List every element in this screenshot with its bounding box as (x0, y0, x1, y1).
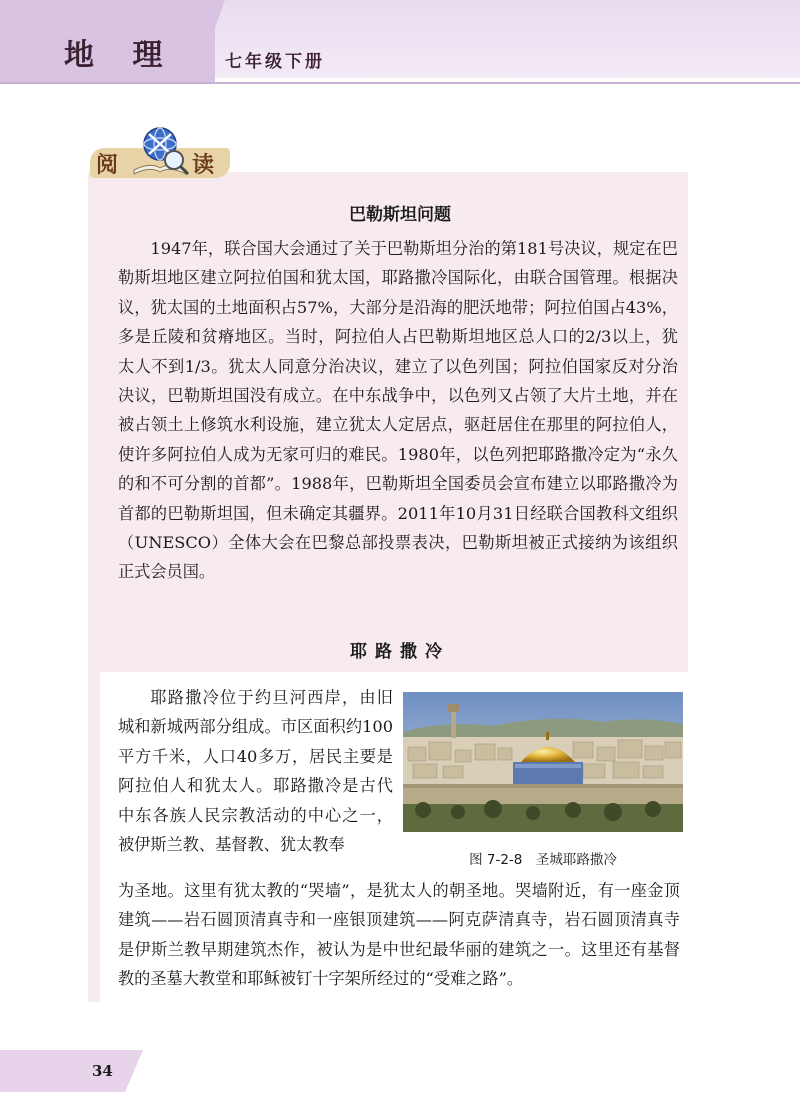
subject-title: 地 理 (64, 38, 177, 73)
volume-label: 七年级下册 (225, 52, 325, 72)
reading-box-margin (88, 672, 100, 1002)
section-title-jerusalem: 耶路撒冷 (350, 642, 450, 662)
jerusalem-full-text: 为圣地。这里有犹太教的“哭墙”，是犹太人的朝圣地。哭墙附近，有一座金顶建筑——岩石圆顶清真寺和一座银顶建筑——阿克萨清真寺，岩石圆顶清真寺是伊斯兰教早期建筑杰作，被认为是中世纪最华丽的建筑之一。这里还有基督教的圣墓大教堂和耶稣被钉十字架所经过的“受难之路”。 (118, 881, 680, 989)
jerusalem-photo (403, 692, 683, 832)
jerusalem-side-paragraph (118, 683, 393, 859)
page-number: 34 (92, 1062, 113, 1080)
jerusalem-side-text: 耶路撒冷位于约旦河西岸，由旧城和新城两部分组成。市区面积约100平方千米，人口40多万，居民主要是阿拉伯人和犹太人。耶路撒冷是古代中东各族人民宗教活动的中心之一，被伊斯兰教、基督教、犹太教奉 (118, 688, 393, 855)
header-divider (0, 82, 800, 84)
badge-left-char: 阅 (96, 153, 119, 178)
figure-caption: 图 7-2-8 圣城耶路撒冷 (469, 852, 617, 868)
page-header (0, 0, 800, 98)
palestine-text: 1947年，联合国大会通过了关于巴勒斯坦分治的第181号决议，规定在巴勒斯坦地区建立阿拉伯国和犹太国，耶路撒冷国际化，由联合国管理。根据决议，犹太国的土地面积占57%，大部分是沿海的肥沃地带；阿拉伯国占43%，多是丘陵和贫瘠地区。当时，阿拉伯人占巴勒斯坦地区总人口的2/3以上，犹太人不到1/3。犹太人同意分治决议，建立了以色列国；阿拉伯国家反对分治决议，巴勒斯坦国没有成立。在中东战争中，以色列又占领了大片土地，并在被占领土上修筑水利设施，建立犹太人定居点，驱赶居住在那里的阿拉伯人，使许多阿拉伯人成为无家可归的难民。1980年，以色列把耶路撒冷定为“永久的和不可分割的首都”。1988年，巴勒斯坦全国委员会宣布建立以耶路撒冷为首都的巴勒斯坦国，但未确定其疆界。2011年10月31日经联合国教科文组织（UNESCO）全体大会在巴黎总部投票表决，巴勒斯坦被正式接纳为该组织正式会员国。 (118, 239, 678, 582)
footer-slant (125, 1050, 143, 1092)
magnifier-globe-book-icon (130, 122, 190, 180)
jerusalem-full-paragraph (118, 876, 680, 994)
palestine-paragraph (118, 234, 678, 587)
reading-badge (90, 140, 250, 180)
section-title-palestine: 巴勒斯坦问题 (349, 205, 451, 225)
header-slant (195, 0, 225, 82)
badge-right-char: 读 (192, 153, 215, 178)
